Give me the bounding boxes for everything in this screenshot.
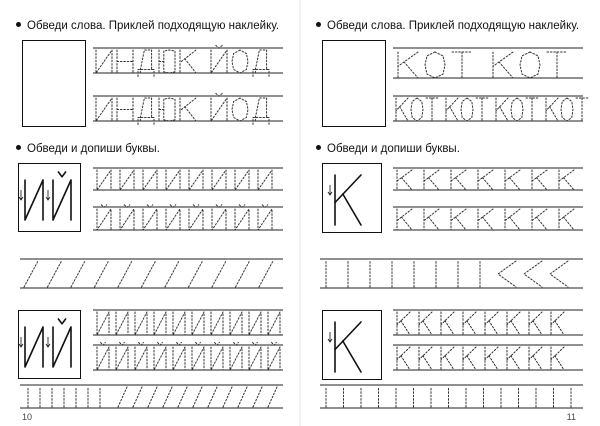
left-row-ii-2-letter-1 xyxy=(116,342,128,370)
right-row-k-3-letter-4 xyxy=(485,312,498,335)
page-number-left: 10 xyxy=(22,412,33,422)
right-row-k-4-letter-6 xyxy=(529,347,542,370)
left-slash-6 xyxy=(165,261,179,287)
left-word-row-2-w1-letter-3 xyxy=(159,98,175,121)
left-helper-slash-8 xyxy=(238,387,247,407)
left-row-i-2-letter-3 xyxy=(154,312,166,335)
right-row-k-2-letter-5 xyxy=(532,209,547,230)
left-helper-slash-0 xyxy=(118,387,127,407)
right-word-row-2-w2-letter-2 xyxy=(476,98,488,121)
right-row-k-4-letter-4 xyxy=(485,347,498,370)
right-word-row-1-w2-letter-0 xyxy=(493,52,513,78)
left-sample2-letter-2 xyxy=(53,319,71,367)
left-word-row-2-w1-letter-1 xyxy=(117,98,133,121)
right-word-row-2-w1-letter-1 xyxy=(411,98,423,121)
left-row-i-1-letter-0 xyxy=(97,170,111,190)
right-sample2-letter xyxy=(335,322,361,372)
right-row-k-3-letter-6 xyxy=(529,312,542,335)
left-row-ii-2-letter-4 xyxy=(173,342,185,370)
left-slash-9 xyxy=(236,261,250,287)
right-task2-heading: Обведи и допиши буквы. xyxy=(316,143,460,156)
left-helper-slash-4 xyxy=(178,387,187,407)
left-row-ii-2-letter-6 xyxy=(211,342,223,370)
right-word-row-2-w3-letter-1 xyxy=(511,98,523,121)
left-row-i-2-letter-9 xyxy=(268,312,280,335)
left-task1-heading: Обведи слова. Приклей подходящую наклейку. xyxy=(16,20,279,33)
left-helper-slash-1 xyxy=(133,387,142,407)
left-row-i-1-letter-2 xyxy=(143,170,157,190)
page-number-right: 11 xyxy=(566,412,576,422)
left-slash-1 xyxy=(48,261,62,287)
left-helper-slash-7 xyxy=(223,387,232,407)
right-row-k-2-letter-6 xyxy=(559,209,574,230)
right-row-k-3-letter-5 xyxy=(507,312,520,335)
right-row-k-1-letter-2 xyxy=(451,170,466,190)
left-sample1-letter-2 xyxy=(53,172,71,220)
left-row-ii-2-letter-8 xyxy=(249,342,261,370)
right-row-k-2-letter-0 xyxy=(397,209,412,230)
left-row-ii-1-letter-4 xyxy=(189,205,203,230)
right-word-row-1-w1-letter-0 xyxy=(398,52,418,78)
left-word-row-1-w1-letter-0 xyxy=(96,50,112,73)
left-row-i-1-letter-5 xyxy=(212,170,226,190)
right-row-k-1-letter-5 xyxy=(532,170,547,190)
left-word-row-1-w2-letter-1 xyxy=(232,50,248,73)
left-row-i-1-letter-6 xyxy=(235,170,249,190)
left-row-ii-1-letter-2 xyxy=(143,205,157,230)
left-task2-heading: Обведи и допиши буквы. xyxy=(16,143,160,156)
right-row-k-2-letter-3 xyxy=(478,209,493,230)
left-slash-7 xyxy=(189,261,203,287)
left-helper-slash-2 xyxy=(148,387,157,407)
right-row-k-3-letter-3 xyxy=(463,312,476,335)
right-word-row-2-w3-letter-2 xyxy=(526,98,538,121)
left-slash-0 xyxy=(24,261,38,287)
left-sample1-arrow-1 xyxy=(19,190,23,200)
left-row-ii-2-letter-7 xyxy=(230,342,242,370)
left-row-ii-1-letter-1 xyxy=(120,205,134,230)
right-word-row-1-w2-letter-1 xyxy=(520,52,540,78)
left-word-row-1-w2-letter-0 xyxy=(211,45,227,73)
left-row-ii-2-letter-3 xyxy=(154,342,166,370)
right-row-k-4-letter-2 xyxy=(441,347,454,370)
right-row-k-4-letter-1 xyxy=(419,347,432,370)
left-row-i-2-letter-4 xyxy=(173,312,185,335)
left-row-ii-1-letter-3 xyxy=(166,205,180,230)
left-row-i-1-letter-3 xyxy=(166,170,180,190)
right-row-k-2-letter-1 xyxy=(424,209,439,230)
left-slash-2 xyxy=(71,261,85,287)
left-slash-8 xyxy=(212,261,226,287)
right-row-k-1-letter-6 xyxy=(559,170,574,190)
left-row-ii-2-letter-5 xyxy=(192,342,204,370)
right-sample1-letter xyxy=(335,175,361,225)
left-slash-4 xyxy=(118,261,132,287)
right-row-k-1-letter-0 xyxy=(397,170,412,190)
left-row-ii-2-letter-9 xyxy=(268,342,280,370)
right-word-row-2-w4-letter-1 xyxy=(561,98,573,121)
right-row-k-1-letter-3 xyxy=(478,170,493,190)
left-row-i-2-letter-0 xyxy=(97,312,109,335)
left-word-row-2-w1-letter-0 xyxy=(96,98,112,121)
left-word-row-1-w1-letter-4 xyxy=(180,50,196,73)
left-word-row-2-w1-letter-4 xyxy=(180,98,196,121)
right-word-row-1-w1-letter-2 xyxy=(452,52,472,78)
right-row-k-4-letter-3 xyxy=(463,347,476,370)
left-word-row-1-w1-letter-2 xyxy=(138,50,154,77)
left-row-i-2-letter-7 xyxy=(230,312,242,335)
left-row-i-1-letter-1 xyxy=(120,170,134,190)
left-helper-slash-6 xyxy=(208,387,217,407)
left-sample1-letter-1 xyxy=(25,180,43,220)
right-row-k-3-letter-2 xyxy=(441,312,454,335)
left-slash-10 xyxy=(259,261,273,287)
left-word-row-2-w2-letter-1 xyxy=(232,98,248,121)
right-row-k-1-letter-1 xyxy=(424,170,439,190)
left-sample1-arrow-2 xyxy=(46,190,50,200)
right-word-row-2-w1-letter-2 xyxy=(426,98,438,121)
right-word-row-2-w4-letter-2 xyxy=(576,98,588,121)
left-row-i-1-letter-7 xyxy=(258,170,272,190)
right-row-k-4-letter-5 xyxy=(507,347,520,370)
right-word-row-2-w4-letter-0 xyxy=(546,98,558,121)
right-word-row-2-w1-letter-0 xyxy=(396,98,408,121)
left-helper-slash-10 xyxy=(268,387,277,407)
right-row-k-3-letter-1 xyxy=(419,312,432,335)
left-row-i-2-letter-1 xyxy=(116,312,128,335)
left-row-i-2-letter-6 xyxy=(211,312,223,335)
left-helper-slash-3 xyxy=(163,387,172,407)
left-word-row-1-w1-letter-3 xyxy=(159,50,175,73)
right-row-k-2-letter-4 xyxy=(505,209,520,230)
left-sample2-letter-1 xyxy=(25,327,43,367)
left-row-i-2-letter-2 xyxy=(135,312,147,335)
right-word-row-2-w2-letter-1 xyxy=(461,98,473,121)
left-sample2-arrow-1 xyxy=(19,337,23,347)
right-chevron-1 xyxy=(524,261,542,287)
right-word-row-1-w2-letter-2 xyxy=(547,52,567,78)
left-word-row-2-w2-letter-2 xyxy=(253,98,269,125)
left-row-ii-2-letter-0 xyxy=(97,342,109,370)
right-row-k-2-letter-2 xyxy=(451,209,466,230)
left-row-i-2-letter-8 xyxy=(249,312,261,335)
left-helper-slash-5 xyxy=(193,387,202,407)
left-sample2-arrow-2 xyxy=(46,337,50,347)
left-row-ii-1-letter-6 xyxy=(235,205,249,230)
left-word-row-2-w2-letter-0 xyxy=(211,93,227,121)
left-row-i-1-letter-4 xyxy=(189,170,203,190)
left-slash-3 xyxy=(95,261,109,287)
right-row-k-1-letter-4 xyxy=(505,170,520,190)
left-helper-slash-9 xyxy=(253,387,262,407)
right-row-k-3-letter-0 xyxy=(397,312,410,335)
right-sample1-arrow xyxy=(328,185,332,195)
right-word-row-1-w1-letter-1 xyxy=(425,52,445,78)
left-slash-5 xyxy=(142,261,156,287)
left-row-ii-2-letter-2 xyxy=(135,342,147,370)
left-row-ii-1-letter-5 xyxy=(212,205,226,230)
left-word-row-1-w1-letter-1 xyxy=(117,50,133,73)
left-word-row-2-w1-letter-2 xyxy=(138,98,154,125)
right-chevron-0 xyxy=(498,261,516,287)
right-row-k-3-letter-7 xyxy=(551,312,564,335)
left-row-i-2-letter-5 xyxy=(192,312,204,335)
right-task1-heading: Обведи слова. Приклей подходящую наклейку. xyxy=(316,20,579,33)
right-word-row-2-w2-letter-0 xyxy=(446,98,458,121)
left-word-row-1-w2-letter-2 xyxy=(253,50,269,77)
left-row-ii-1-letter-7 xyxy=(258,205,272,230)
right-word-row-2-w3-letter-0 xyxy=(496,98,508,121)
right-sample2-arrow xyxy=(328,332,332,342)
right-chevron-2 xyxy=(550,261,568,287)
left-row-ii-1-letter-0 xyxy=(97,205,111,230)
right-row-k-4-letter-7 xyxy=(551,347,564,370)
right-row-k-4-letter-0 xyxy=(397,347,410,370)
